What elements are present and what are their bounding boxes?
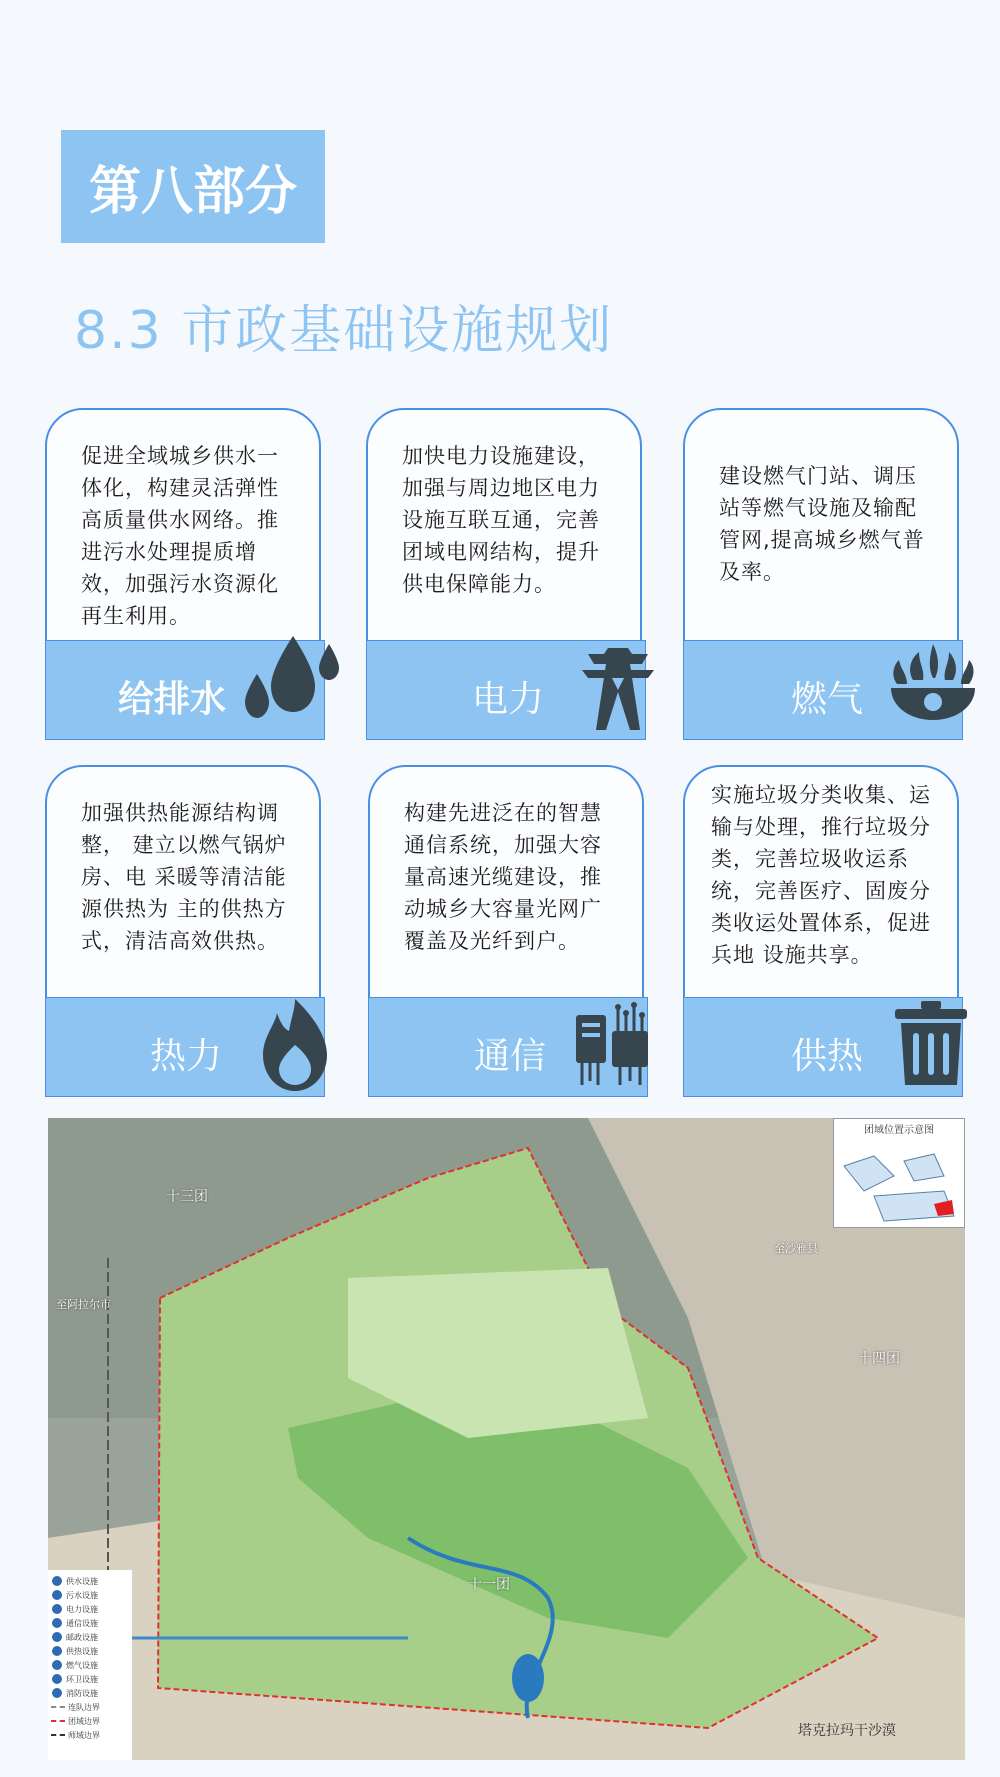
card-heat <box>45 765 325 1095</box>
legend-item <box>51 1630 129 1644</box>
telecom-icon <box>574 1001 654 1087</box>
map-legend <box>48 1570 132 1760</box>
map-label-shaya: 至沙雅县 <box>774 1242 818 1255</box>
planning-map <box>48 1118 965 1760</box>
card-label: 供热 <box>791 1036 864 1077</box>
legend-symbol-icon <box>51 1645 63 1657</box>
legend-item <box>51 1658 129 1672</box>
legend-item <box>51 1574 129 1588</box>
card-text: 实施垃圾分类收集、运输与处理，推行垃圾分类，完善垃圾收运系统，完善医疗、固废分类收运处置体系，促进兵地 设施共享。 <box>683 765 959 1013</box>
legend-label: 电力设施 <box>66 1604 98 1614</box>
map-label-11: 十一团 <box>468 1577 510 1593</box>
legend-line-icon <box>51 1706 65 1708</box>
card-telecom <box>368 765 648 1095</box>
section-badge: 第八部分 <box>61 130 325 243</box>
card-text: 加强供热能源结构调整， 建立以燃气锅炉房、电 采暖等清洁能源供热为 主的供热方式，清洁高效供热。 <box>45 765 321 1013</box>
legend-label: 燃气设施 <box>66 1660 98 1670</box>
legend-label: 供热设施 <box>66 1646 98 1656</box>
legend-item <box>51 1686 129 1700</box>
legend-item <box>51 1672 129 1686</box>
legend-label: 通信设施 <box>66 1618 98 1628</box>
legend-item <box>51 1644 129 1658</box>
legend-symbol-icon <box>51 1687 63 1699</box>
card-text: 促进全域城乡供水一体化，构建灵活弹性高质量供水网络。推进污水处理提质增效，加强污水资源化 再生利用。 <box>45 408 321 656</box>
map-inset <box>833 1118 965 1228</box>
card-label: 电力 <box>472 679 545 720</box>
legend-label: 团域边界 <box>68 1716 100 1726</box>
legend-symbol-icon <box>51 1673 63 1685</box>
power-tower-icon <box>578 640 658 732</box>
legend-label: 供水设施 <box>66 1576 98 1586</box>
gas-burner-icon <box>887 644 979 724</box>
card-power <box>366 408 646 738</box>
legend-item <box>51 1700 129 1714</box>
map-label-14: 十四团 <box>858 1351 900 1367</box>
legend-label: 消防设施 <box>66 1688 98 1698</box>
card-label: 通信 <box>474 1036 547 1077</box>
inset-map <box>834 1136 964 1226</box>
legend-item <box>51 1602 129 1616</box>
legend-label: 污水设施 <box>66 1590 98 1600</box>
trash-bin-icon <box>895 1001 967 1087</box>
map-label-13: 十三团 <box>166 1189 208 1205</box>
card-label: 给排水 <box>118 679 227 720</box>
legend-symbol-icon <box>51 1603 63 1615</box>
legend-symbol-icon <box>51 1631 63 1643</box>
card-text: 构建先进泛在的智慧通信系统，加强大容量高速光缆建设，推动城乡大容量光网广覆盖及光纤到户。 <box>368 765 644 1013</box>
card-text: 加快电力设施建设，加强与周边地区电力设施互联互通，完善团域电网结构，提升供电保障能力。 <box>366 408 642 656</box>
card-text: 建设燃气门站、调压站等燃气设施及输配管网,提高城乡燃气普及率。 <box>683 408 959 656</box>
legend-line-icon <box>51 1734 65 1736</box>
card-label: 燃气 <box>791 679 864 720</box>
legend-item <box>51 1588 129 1602</box>
legend-item <box>51 1714 129 1728</box>
legend-symbol-icon <box>51 1589 63 1601</box>
legend-symbol-icon <box>51 1617 63 1629</box>
map-background <box>48 1118 965 1760</box>
legend-line-icon <box>51 1720 65 1722</box>
legend-label: 连队边界 <box>68 1702 100 1712</box>
water-drops-icon <box>241 636 341 720</box>
card-label: 热力 <box>150 1036 223 1077</box>
legend-symbol-icon <box>51 1659 63 1671</box>
map-label-alar: 至阿拉尔市 <box>56 1298 111 1311</box>
legend-item <box>51 1728 129 1742</box>
card-gas <box>683 408 963 738</box>
flame-icon <box>255 997 335 1093</box>
legend-symbol-icon <box>51 1575 63 1587</box>
card-waste <box>683 765 963 1095</box>
legend-label: 环卫设施 <box>66 1674 98 1684</box>
legend-item <box>51 1616 129 1630</box>
page-title: 8.3 市政基础设施规划 <box>74 301 614 361</box>
inset-title: 团域位置示意图 <box>864 1125 934 1136</box>
legend-label: 邮政设施 <box>66 1632 98 1642</box>
map-label-desert: 塔克拉玛干沙漠 <box>798 1723 896 1739</box>
legend-label: 师域边界 <box>68 1730 100 1740</box>
card-water <box>45 408 325 738</box>
